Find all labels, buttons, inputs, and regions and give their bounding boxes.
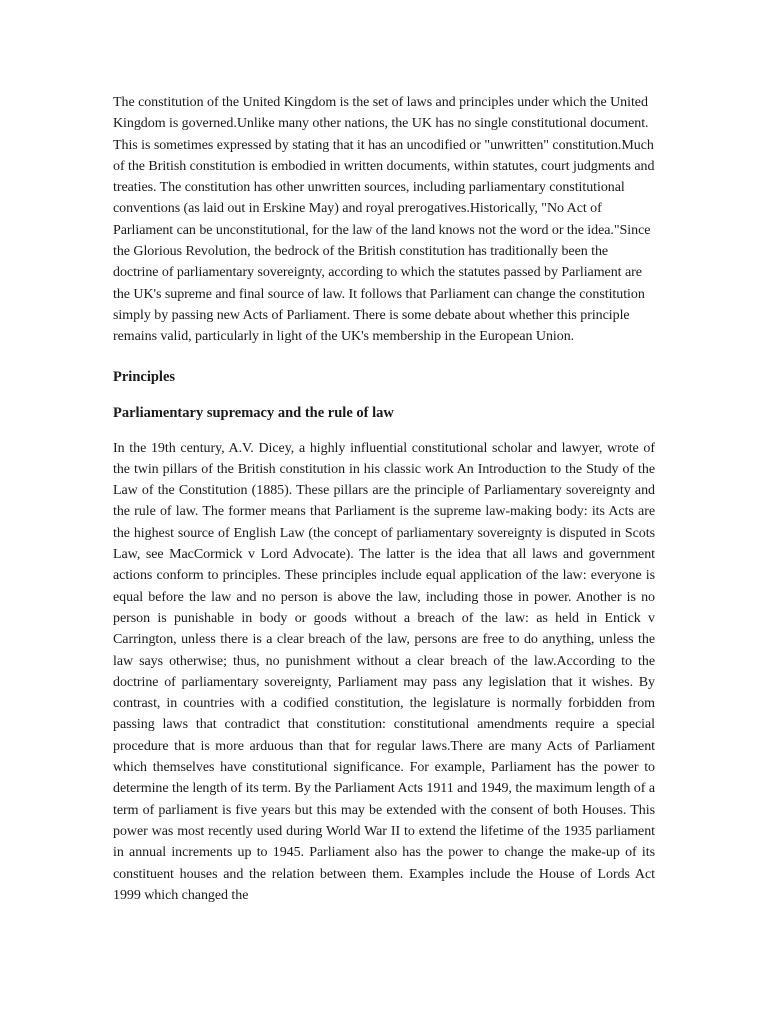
section-heading-principles: Principles <box>113 368 176 385</box>
document-page <box>113 92 655 906</box>
body-paragraph: In the 19th century, A.V. Dicey, a highly influential constitutional scholar and lawyer, wrote of the twin pillars of the British constitution in his classic work An Introduction to the Study of the Law of the Constitution (1885). These pillars are the principle of Parliamentary sovereignty and the rule of law. The former means that Parliament is the supreme law-making body: its Acts are the highest source of English Law (the concept of parliamentary sovereignty is disputed in Scots Law, see MacCormick v Lord Advocate). The latter is the idea that all laws and government actions conform to principles. These principles include equal application of the law: everyone is equal before the law and no person is above the law, including those in power. Another is no person is punishable in body or goods without a breach of the law: as held in Entick v Carrington, unless there is a clear breach of the law, persons are free to do anything, unless the law says otherwise; thus, no punishment without a clear breach of the law.According to the doctrine of parliamentary sovereignty, Parliament may pass any legislation that it wishes. By contrast, in countries with a codified constitution, the legislature is normally forbidden from passing laws that contradict that constitution: constitutional amendments require a special procedure that is more arduous than that for regular laws.There are many Acts of Parliament which themselves have constitutional significance. For example, Parliament has the power to determine the length of its term. By the Parliament Acts 1911 and 1949, the maximum length of a term of parliament is five years but this may be extended with the consent of both Houses. This power was most recently used during World War II to extend the lifetime of the 1935 parliament in annual increments up to 1945. Parliament also has the power to change the make-up of its constituent houses and the relation between them. Examples include the House of Lords Act 1999 which changed the <box>113 440 655 903</box>
subsection-heading-supremacy: Parliamentary supremacy and the rule of law <box>113 404 394 421</box>
intro-paragraph: The constitution of the United Kingdom is the set of laws and principles under which the United Kingdom is governed.Unlike many other nations, the UK has no single constitutional document. This is sometimes expressed by stating that it has an uncodified or "unwritten" constitution.Much of the British constitution is embodied in written documents, within statutes, court judgments and treaties. The constitution has other unwritten sources, including parliamentary constitutional conventions (as laid out in Erskine May) and royal prerogatives.Historically, "No Act of Parliament can be unconstitutional, for the law of the land knows not the word or the idea."Since the Glorious Revolution, the bedrock of the British constitution has traditionally been the doctrine of parliamentary sovereignty, according to which the statutes passed by Parliament are the UK's supreme and final source of law. It follows that Parliament can change the constitution simply by passing new Acts of Parliament. There is some debate about whether this principle remains valid, particularly in light of the UK's membership in the European Union. <box>113 95 655 345</box>
